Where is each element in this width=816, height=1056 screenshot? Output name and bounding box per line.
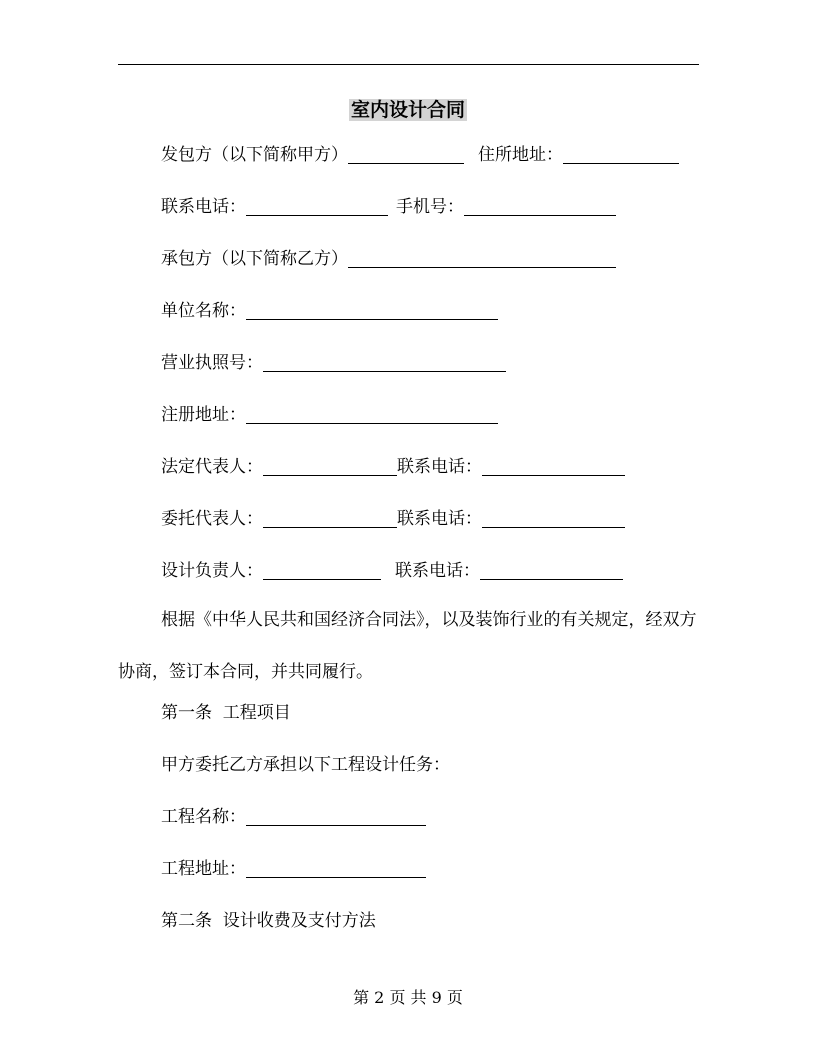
mobile-label: 手机号： [396,197,464,217]
agent-rep-label: 委托代表人： [161,509,263,529]
license-label: 营业执照号： [161,353,263,373]
unit-name-line [161,292,498,322]
party-b-label: 承包方（以下简称乙方） [161,249,348,269]
party-a-field[interactable] [348,145,464,164]
preamble-text: 根据《中华人民共和国经济合同法》，以及装饰行业的有关规定，经双方协商，签订本合同，并共同履行。 [118,610,697,682]
project-name-line [161,798,426,828]
project-name-field[interactable] [246,807,426,826]
legal-rep-phone-field[interactable] [482,457,625,476]
unit-name-field[interactable] [246,301,498,320]
project-address-line [161,850,426,880]
page-number: 第 2 页 共 9 页 [353,988,463,1007]
preamble-paragraph [118,594,699,698]
article1-heading [161,694,291,724]
license-field[interactable] [263,353,506,372]
article2-heading [161,902,376,932]
party-a-label: 发包方（以下简称甲方） [161,145,348,165]
design-lead-field[interactable] [263,561,381,580]
phone-field[interactable] [246,197,388,216]
reg-address-line [161,396,498,426]
agent-rep-phone-label: 联系电话： [397,509,482,529]
agent-rep-phone-field[interactable] [482,509,625,528]
design-lead-line [161,552,623,582]
article2-heading-text: 第二条 设计收费及支付方法 [161,911,376,931]
legal-rep-label: 法定代表人： [161,457,263,477]
contact-line [161,188,616,218]
design-lead-label: 设计负责人： [161,561,263,581]
address-label: 住所地址： [478,145,563,165]
reg-address-label: 注册地址： [161,405,246,425]
title-text: 室内设计合同 [350,99,465,121]
phone-label: 联系电话： [161,197,246,217]
project-address-field[interactable] [246,859,426,878]
party-b-field[interactable] [348,249,616,268]
project-address-label: 工程地址： [161,859,246,879]
article1-intro [161,746,450,776]
article1-heading-text: 第一条 工程项目 [161,703,291,723]
design-lead-phone-field[interactable] [480,561,623,580]
license-line [161,344,506,374]
reg-address-field[interactable] [246,405,498,424]
party-a-line [161,136,679,166]
address-field[interactable] [563,145,679,164]
project-name-label: 工程名称： [161,807,246,827]
article1-intro-text: 甲方委托乙方承担以下工程设计任务： [161,755,450,775]
agent-rep-line [161,500,625,530]
agent-rep-field[interactable] [263,509,397,528]
header-rule [118,64,699,65]
design-lead-phone-label: 联系电话： [395,561,480,581]
page-footer [0,985,816,1008]
document-title [0,96,816,124]
unit-name-label: 单位名称： [161,301,246,321]
party-b-line [161,240,616,270]
legal-rep-field[interactable] [263,457,397,476]
legal-rep-phone-label: 联系电话： [397,457,482,477]
mobile-field[interactable] [464,197,616,216]
legal-rep-line [161,448,625,478]
